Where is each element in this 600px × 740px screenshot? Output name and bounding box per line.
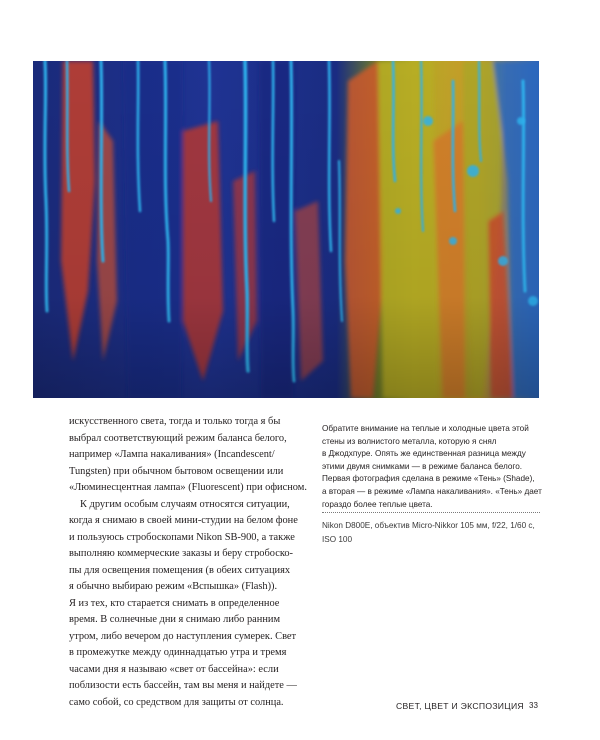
text-line: выполняю коммерческие заказы и беру стробоско- xyxy=(69,548,294,559)
caption-line: гораздо более теплые цвета. xyxy=(322,499,433,509)
running-footer-title: СВЕТ, ЦВЕТ И ЭКСПОЗИЦИЯ xyxy=(396,701,524,711)
caption-line: стены из волнистого металла, которую я снял xyxy=(322,436,497,446)
caption-line: этими двумя снимками — в режиме баланса белого. xyxy=(322,461,523,471)
body-paragraph-2 xyxy=(69,497,305,712)
caption-divider xyxy=(322,512,540,513)
photo-caption xyxy=(322,423,540,511)
text-line: в промежутке между одиннадцатью утра и тремя xyxy=(69,647,287,658)
text-line: я обычно выбираю режим «Вспышка» (Flash)). xyxy=(69,581,278,592)
text-line: К другим особым случаям относятся ситуации, xyxy=(80,498,290,510)
text-line: поблизости есть бассейн, там вы меня и найдете — xyxy=(69,680,297,691)
text-line: часами дня я называю «свет от бассейна»: если xyxy=(69,663,279,675)
text-line: Я из тех, кто старается снимать в определенное xyxy=(69,597,280,609)
caption-line: Обратите внимание на теплые и холодные цвета этой xyxy=(322,424,529,433)
text-line: «Люминесцентная лампа» (Fluorescent) при офисном. xyxy=(69,482,307,493)
text-line: когда я снимаю в своей мини-студии на белом фоне xyxy=(69,515,298,526)
caption-line: а вторая — в режиме «Лампа накаливания». «Тень» дает xyxy=(322,486,542,496)
photo-painted-metal-wall xyxy=(33,61,539,398)
text-line: и пользуюсь стробоскопами Nikon SB-900, а также xyxy=(69,531,295,543)
caption-line: Первая фотография сделана в режиме «Тень» (Shade), xyxy=(322,474,535,484)
text-line: само собой, со средством для защиты от солнца. xyxy=(69,696,284,708)
body-paragraph-1 xyxy=(69,414,305,497)
text-line: выбрал соответствующий режим баланса белого, xyxy=(69,432,287,444)
text-line: Tungsten) при обычном бытовом освещении или xyxy=(69,465,284,477)
text-line: утром, либо вечером до наступления сумерек. Свет xyxy=(69,630,297,642)
text-line: время. В солнечные дни я снимаю либо ранним xyxy=(69,614,281,625)
text-line: например «Лампа накаливания» (Incandescent/ xyxy=(69,449,275,460)
text-line: искусственного света, тогда и только тогда я бы xyxy=(69,416,281,427)
page-number: 33 xyxy=(529,701,538,710)
caption-line: в Джодхпуре. Опять же единственная разница между xyxy=(322,449,526,459)
camera-settings xyxy=(322,519,540,546)
credit-line: ISO 100 xyxy=(322,534,353,544)
credit-line: Nikon D800E, объектив Micro-Nikkor 105 мм, f/22, 1/60 с, xyxy=(322,521,535,530)
text-line: пы для освещения помещения (в обеих ситуациях xyxy=(69,564,291,576)
body-text xyxy=(69,414,305,711)
